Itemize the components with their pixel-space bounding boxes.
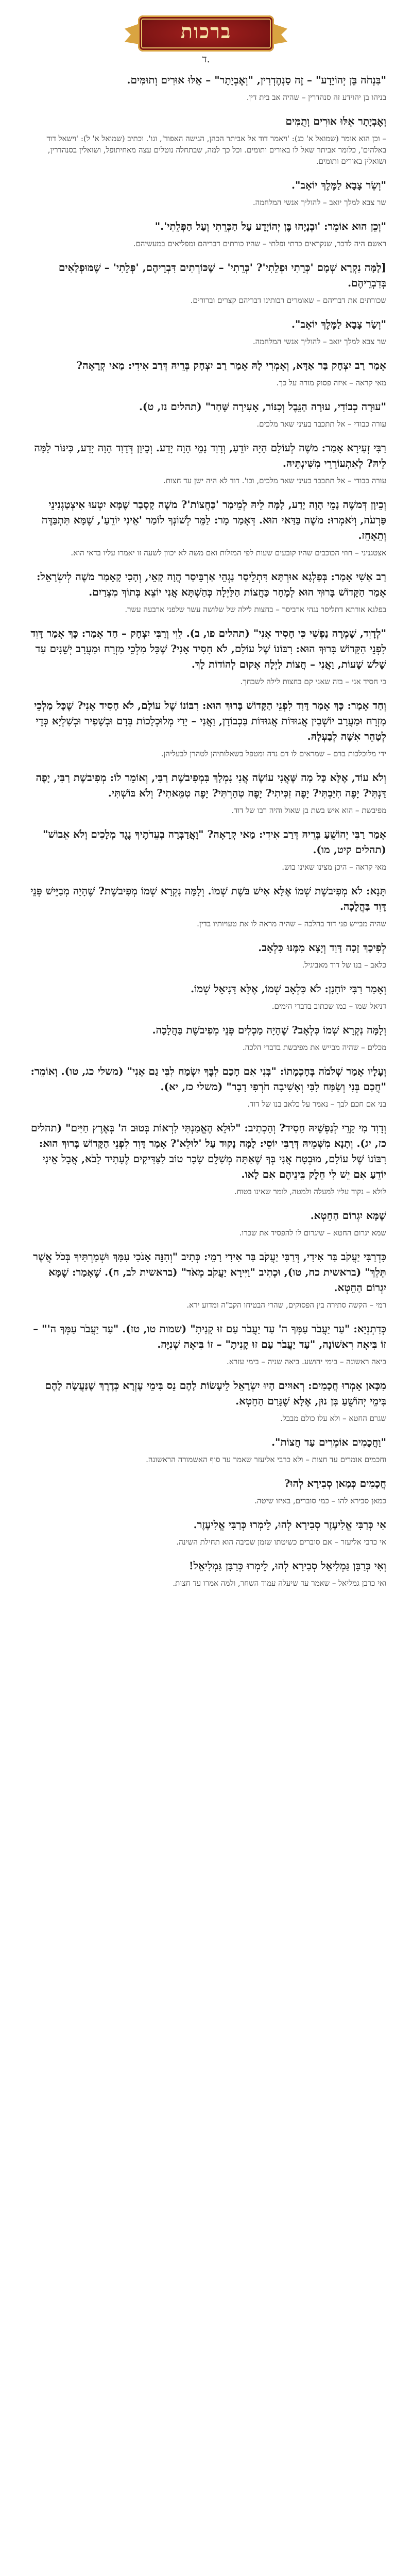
gemara-text: "לְדָוִד, שָׁמְרָה נַפְשִׁי כִּי חָסִיד אָנִי" (תהלים פו, ב). לֵוִי וְרַבִּי יִצְחָק – חַד אָמַר: כָּךְ אָמַר דָּוִד לִפְנֵי הַקָּדוֹשׁ בָּרוּךְ הוּא: רִבּוֹנוֹ שֶׁל עוֹלָם, לֹא חָסִיד אָנִי? שֶׁכָּל מַלְכֵי מִזְרָח וּמַעֲרָב יְשֵׁנִים עַד שָׁלֹשׁ שָׁעוֹת, וַאֲנִי – חֲצוֹת לַיְלָה אָקוּם לְהוֹדוֹת לָךְ. (30, 627, 386, 670)
commentary-text: ראשם היה לדבר, שנקראים כרתי ופלתי – שהיו כורתים דבריהם ומפליאים במעשיהם. (133, 239, 386, 248)
commentary-text: שר צבא למלך יואב – להוליך אנשי המלחמה. (252, 337, 386, 346)
daf-number: ד. (202, 53, 210, 65)
commentary-text: שכורתים את דבריהם – שאומרים רבותינו דבריהם קצרים וברורים. (190, 296, 386, 305)
gemara-text: אָמַר רַב יִצְחָק בַּר אַדָּא, וְאָמְרִי לָהּ אָמַר רַב יִצְחָק בְּרֵיהּ דְּרַב אִידִי: מַאי קְרָאָה? (76, 359, 386, 371)
gemara-text: רַב אַשִׁי אָמַר: בְּפַלְגָא אוּרְתָּא דִּתְלֵיסַר נַגְהֵי אַרְבֵּיסַר הֲוָה קָאֵי, וְהָכִי קָאָמַר משֶׁה לְיִשְׂרָאֵל: אָמַר הַקָּדוֹשׁ בָּרוּךְ הוּא לְמָחָר כַּחֲצוֹת הַלַּיְלָה כְּהַשְׁתָּא אֲנִי יוֹצֵא בְּתוֹךְ מִצְרַיִם. (37, 570, 386, 598)
gemara-text: "וְשַׂר צָבָא לַמֶּלֶךְ יוֹאָב". (291, 318, 386, 330)
commentary-text: אצטגניני – חוזי הכוכבים שהיו קובעים שעות לפי המזלות ואם משה לא יכוון לשעה זו יאמרו עליו בדאי הוא. (71, 548, 386, 557)
gemara-text: אָמַר רַבִּי יְהוֹשֻׁעַ בְּרֵיהּ דְּרַב אִידִי: מַאי קְרָאָה? "וָאֲדַבְּרָה בְעֵדֹתֶיךָ נֶגֶד מְלָכִים וְלֹא אֵבוֹשׁ" (תהלים קיט, מו). (43, 828, 386, 856)
masechet-banner (123, 12, 289, 65)
commentary-text: מכלים – שהיה מבייש את מפיבשת בדברי הלכה. (242, 1043, 386, 1052)
masechet-title: ברכות (180, 20, 232, 43)
commentary-text: דניאל שמו – כמו שכתוב בדברי הימים. (271, 1002, 386, 1011)
gemara-text: וְאִי כְּרַבָּן גַּמְלִיאֵל סְבִירָא לְהוּ, לֵימְרוּ כְּרַבָּן גַּמְלִיאֵל! (188, 1560, 386, 1572)
commentary-text: אי כרבי אליעזר – אם סוברים כשיטתו שזמן שכיבה הוא תחילת השינה. (176, 1537, 386, 1547)
gemara-text: וְעָלָיו אָמַר שְׁלֹמֹה בְּחָכְמָתוֹ: "בְּנִי אִם חָכַם לִבֶּךָ יִשְׂמַח לִבִּי גַם אָנִי" (משלי כג, טו). וְאוֹמֵר: "חֲכַם בְּנִי וְשַׂמַּח לִבִּי וְאָשִׁיבָה חֹרְפִי דָבָר" (משלי כז, יא). (30, 1065, 386, 1093)
gemara-text: שֶׁמָּא יִגְרוֹם הַחֵטְא. (310, 1209, 386, 1222)
commentary-text: ביאה ראשונה – בימי יהושע. ביאה שניה – בימי עזרא. (227, 1357, 386, 1366)
gemara-text: כְּדִתְנְיָא: "עַד יַעֲבֹר עַמְּךָ ה' עַד יַעֲבֹר עַם זוּ קָנִיתָ" (שמות טו, טז). "עַד יַעֲבֹר עַמְּךָ ה'" – זוֹ בִּיאָה רִאשׁוֹנָה, "עַד יַעֲבֹר עַם זוּ קָנִיתָ" – זוֹ בִּיאָה שְׁנִיָּה. (33, 1323, 386, 1350)
commentary-text: כמאן סבירא להו – כמי סוברים, באיזו שיטה. (254, 1496, 386, 1505)
commentary-text: בני אם חכם לבך – נאמר על כלאב בנו של דוד. (247, 1099, 386, 1109)
commentary-text: כלאב – בנו של דוד מאביגיל. (302, 960, 386, 970)
gemara-text: "עוּרָה כְבוֹדִי, עוּרָה הַנֵּבֶל וְכִנּוֹר, אָעִירָה שָּׁחַר" (תהלים נז, ט). (139, 400, 386, 413)
commentary-text: שהיה מבייש פני דוד בהלכה – שהיה מראה לו את טעויותיו בדין. (197, 919, 386, 928)
commentary-text: מאי קראה – איזה פסוק מורה על כך. (276, 378, 386, 387)
commentary-text: ואי כרבן גמליאל – שאמר עד שיעלה עמוד השחר, ולמה אמרו עד חצות. (173, 1579, 386, 1588)
commentary-text: שר צבא למלך יואב – להוליך אנשי המלחמה. (252, 198, 386, 207)
gemara-text: כִּדְרַבִּי יַעֲקֹב בַּר אִידִי, דְּרַבִּי יַעֲקֹב בַּר אִידִי רָמֵי: כְּתִיב "וְהִנֵּה אָנֹכִי עִמָּךְ וּשְׁמַרְתִּיךָ בְּכֹל אֲשֶׁר תֵּלֵךְ" (בראשית כח, טו), וּכְתִיב "וַיִּירָא יַעֲקֹב מְאֹד" (בראשית לב, ח). שֶׁאָמַר: שֶׁמָּא יִגְרוֹם הַחֵטְא. (33, 1250, 386, 1294)
commentary-text: וחכמים אומרים עד חצות – ולא כרבי אליעזר שאמר עד סוף האשמורה הראשונה. (146, 1455, 386, 1464)
gemara-text: "וְכֵן הוּא אוֹמֵר: 'וּבְנָיָהוּ בֶּן יְהוֹיָדָע עַל הַכְּרֵתִי וְעַל הַפְּלֵתִי'." (154, 220, 386, 232)
commentary-text: שמא יגרום החטא – שיגרום לו להפסיד את שכרו. (239, 1228, 386, 1238)
commentary-text: לולא – נקוד עליו למעלה ולמטה, לומר שאינו בטוח. (234, 1187, 386, 1196)
gemara-text: חֲכָמִים כְּמַאן סְבִירָא לְהוּ? (284, 1477, 386, 1489)
commentary-text: עורה כבודי – אל תתכבד בעיני שאר מלכים. (256, 419, 386, 429)
gemara-text: וְכֵיוָן דְּמשֶׁה נָמֵי הָוָה יָדַע, לָמָּה לֵיהּ לְמֵימַר 'כַּחֲצוֹת'? משֶׁה קָסָבַר שֶׁמָּא יִטְעוּ אִיצְטַגְנִינֵי פַּרְעֹה, וְיֹאמְרוּ: משֶׁה בַּדַּאי הוּא. דְּאָמַר מָר: לַמֵּד לְשׁוֹנְךָ לוֹמַר 'אֵינִי יוֹדֵעַ', שֶׁמָּא תִּתְבַּדֶּה וְתֵאָחֵז. (41, 498, 386, 541)
text-content (26, 72, 386, 1599)
gemara-text: וְחַד אָמַר: כָּךְ אָמַר דָּוִד לִפְנֵי הַקָּדוֹשׁ בָּרוּךְ הוּא: רִבּוֹנוֹ שֶׁל עוֹלָם, לֹא חָסִיד אָנִי? שֶׁכָּל מַלְכֵי מִזְרָח וּמַעֲרָב יוֹשְׁבִין אֲגוּדּוֹת אֲגוּדּוֹת בִּכְבוֹדָן, וַאֲנִי – יָדַי מְלוּכְלָכוֹת בְּדָם וּבְשָׁפִיר וּבְשִׁלְיָא כְּדֵי לְטַהֵר אִשָּׁה לְבַעְלָהּ. (34, 699, 386, 742)
gemara-text: וְאֶבְיָתָר אֵלּוּ אוּרִים וְתֻמִּים (285, 115, 386, 127)
commentary-text: מפיבשת – הוא איש בשת בן שאול והיה רבו של דוד. (231, 806, 386, 815)
commentary-text: בניהו בן יהוידע זה סנהדרין – שהיה אב בית דין. (246, 93, 386, 102)
commentary-text: – וכן הוא אומר (שמואל א' כג): 'ויאמר דוד אל אביתר הכהן, הגישה האפוד', וגו'. וכתיב (שמואל א' ל): 'וישאל דוד באלהים', כלומר אביתר שאל לו באורים ותומים. וכל כך למה, שבתחלה נוטלים עצה מאחיתופל, ושואלין בסנהדרין, ושואלין באורים ותומים. (46, 134, 386, 166)
gemara-text: תָּנָא: לֹא מְפִיבשֶׁת שְׁמוֹ אֶלָּא אִישׁ בּשֶׁת שְׁמוֹ. וְלָמָּה נִקְרָא שְׁמוֹ מְפִיבשֶׁת? שֶׁהָיָה מְבַיֵּישׁ פְּנֵי דָּוִד בַּהֲלָכָה. (30, 885, 386, 912)
gemara-text: "וַחֲכָמִים אוֹמְרִים עַד חֲצוֹת". (271, 1436, 386, 1448)
gemara-text: "וְשֵׂר צָבָא לַמֶּלֶךְ יוֹאָב". (291, 179, 386, 191)
commentary-text: עורה כבודי – אל תתכבד בעיני שאר מלכים, וכו'. דוד לא היה ישן עד חצות. (163, 476, 386, 485)
commentary-text: מאי קראה – היכן מצינו שאינו בוש. (282, 862, 386, 872)
gemara-text: לְפִיכָךְ זָכָה דָּוִד וְיָצָא מִמֶּנּוּ כִּלְאָב. (258, 941, 386, 954)
gemara-text: "בִּנְחֹה בֵּן יְהוֹיָדָע" – זֶה סַנְהֶדְרִין, "וְאֶבְיָתָר" – אֵלּוּ אוּרִים וְתוּמִּים. (127, 74, 386, 86)
commentary-text: ידי מלוכלכות בדם – שמראים לו דם נדה ומטפל בשאלותיהן לטהרן לבעליהן. (161, 749, 386, 758)
gemara-text: וְאָמַר רַבִּי יוֹחָנָן: לֹא כִּלְאָב שְׁמוֹ, אֶלָּא דָּנִיאֵל שְׁמוֹ. (191, 982, 386, 995)
gemara-text: [לָמָּה נִקְרָא שְׁמָם 'כְּרֵתִי וּפְלֵתִי'? 'כְּרֵתִי' – שֶׁכּוֹרְתִים דִּבְרֵיהֶם, 'פְּלֵתִי' – שֶׁמּוּפְלָאִים בְּדִבְרֵיהֶם. (58, 261, 386, 289)
gemara-text: אִי כְּרַבִּי אֱלִיעֶזֶר סְבִירָא לְהוּ, לֵימְרוּ כְּרַבִּי אֱלִיעֶזֶר. (193, 1518, 386, 1531)
gemara-text: וְלָמָּה נִקְרָא שְׁמוֹ כִּלְאָב? שֶׁהָיָה מַכְלִים פְּנֵי מְפִיבשֶׁת בַּהֲלָכָה. (152, 1024, 386, 1036)
gemara-text: וְדָוִד מִי קָרֵי לְנַפְשֵׁיהּ חָסִיד? וְהָכְתִיב: "לוּלֵא הֶאֱמַנְתִּי לִרְאוֹת בְּטוּב ה' בְּאֶרֶץ חַיִּים" (תהלים כז, יג). וְתָנָא מִשְּׁמֵיהּ דְּרַבִּי יוֹסֵי: לָמָּה נָקוּד עַל 'לוּלֵא'? אָמַר דָּוִד לִפְנֵי הַקָּדוֹשׁ בָּרוּךְ הוּא: רִבּוֹנוֹ שֶׁל עוֹלָם, מוּבְטָח אֲנִי בְּךָ שֶׁאַתָּה מְשַׁלֵּם שָׂכָר טוֹב לַצַּדִּיקִים לֶעָתִיד לָבֹא, אֲבָל אֵינִי יוֹדֵעַ אִם יֵשׁ לִי חֵלֶק בֵּינֵיהֶם אִם לָאו. (30, 1122, 386, 1180)
gemara-text: רַבִּי זְעִירָא אָמַר: משֶׁה לְעוֹלָם הָיָה יוֹדֵעַ, וְדָוִד נָמֵי הָוָה יָדַע. וְכֵיוָן דְּדָוִד הָוָה יָדַע, כִּינּוֹר לָמָּה לֵיהּ? לְאִתְעוֹרֵרֵי מִשִּׁינְתֵּיהּ. (34, 442, 386, 469)
gemara-text: וְלֹא עוֹד, אֶלָּא כָּל מַה שֶּׁאֲנִי עוֹשֶׂה אֲנִי נִמְלָךְ בִּמְפִיבשֶׁת רַבִּי, וְאוֹמֵר לוֹ: מְפִיבשֶׁת רַבִּי, יָפֶה דַּנְתִּי? יָפֶה חִיַּבְתִּי? יָפֶה זִכִּיתִי? יָפֶה טִהַרְתִּי? יָפֶה טִמֵּאתִי? וְלֹא בּוֹשְׁתִּי. (36, 771, 386, 799)
commentary-text: רמי – הקשה סתירה בין הפסוקים, שהרי הבטיחו הקב"ה ומדוע ירא. (186, 1300, 386, 1310)
gemara-text: מִכָּאן אָמְרוּ חֲכָמִים: רְאוּיִים הָיוּ יִשְׂרָאֵל לֵיעָשׂוֹת לָהֶם נֵס בִּימֵי עֶזְרָא כְּדֶרֶךְ שֶׁנַּעֲשָׂה לָהֶם בִּימֵי יְהוֹשֻׁעַ בִּן נוּן, אֶלָּא שֶׁגָּרַם הַחֵטְא. (45, 1379, 386, 1407)
commentary-text: שגרם החטא – ולא עלו כולם מבבל. (280, 1414, 386, 1423)
commentary-text: כי חסיד אני – בזה שאני קם בחצות לילה לשבחך. (240, 677, 386, 686)
commentary-text: בפלגא אורתא דתליסר נגהי ארביסר – בחצות לילה של שלושה עשר שלפני ארבעה עשר. (125, 605, 386, 614)
